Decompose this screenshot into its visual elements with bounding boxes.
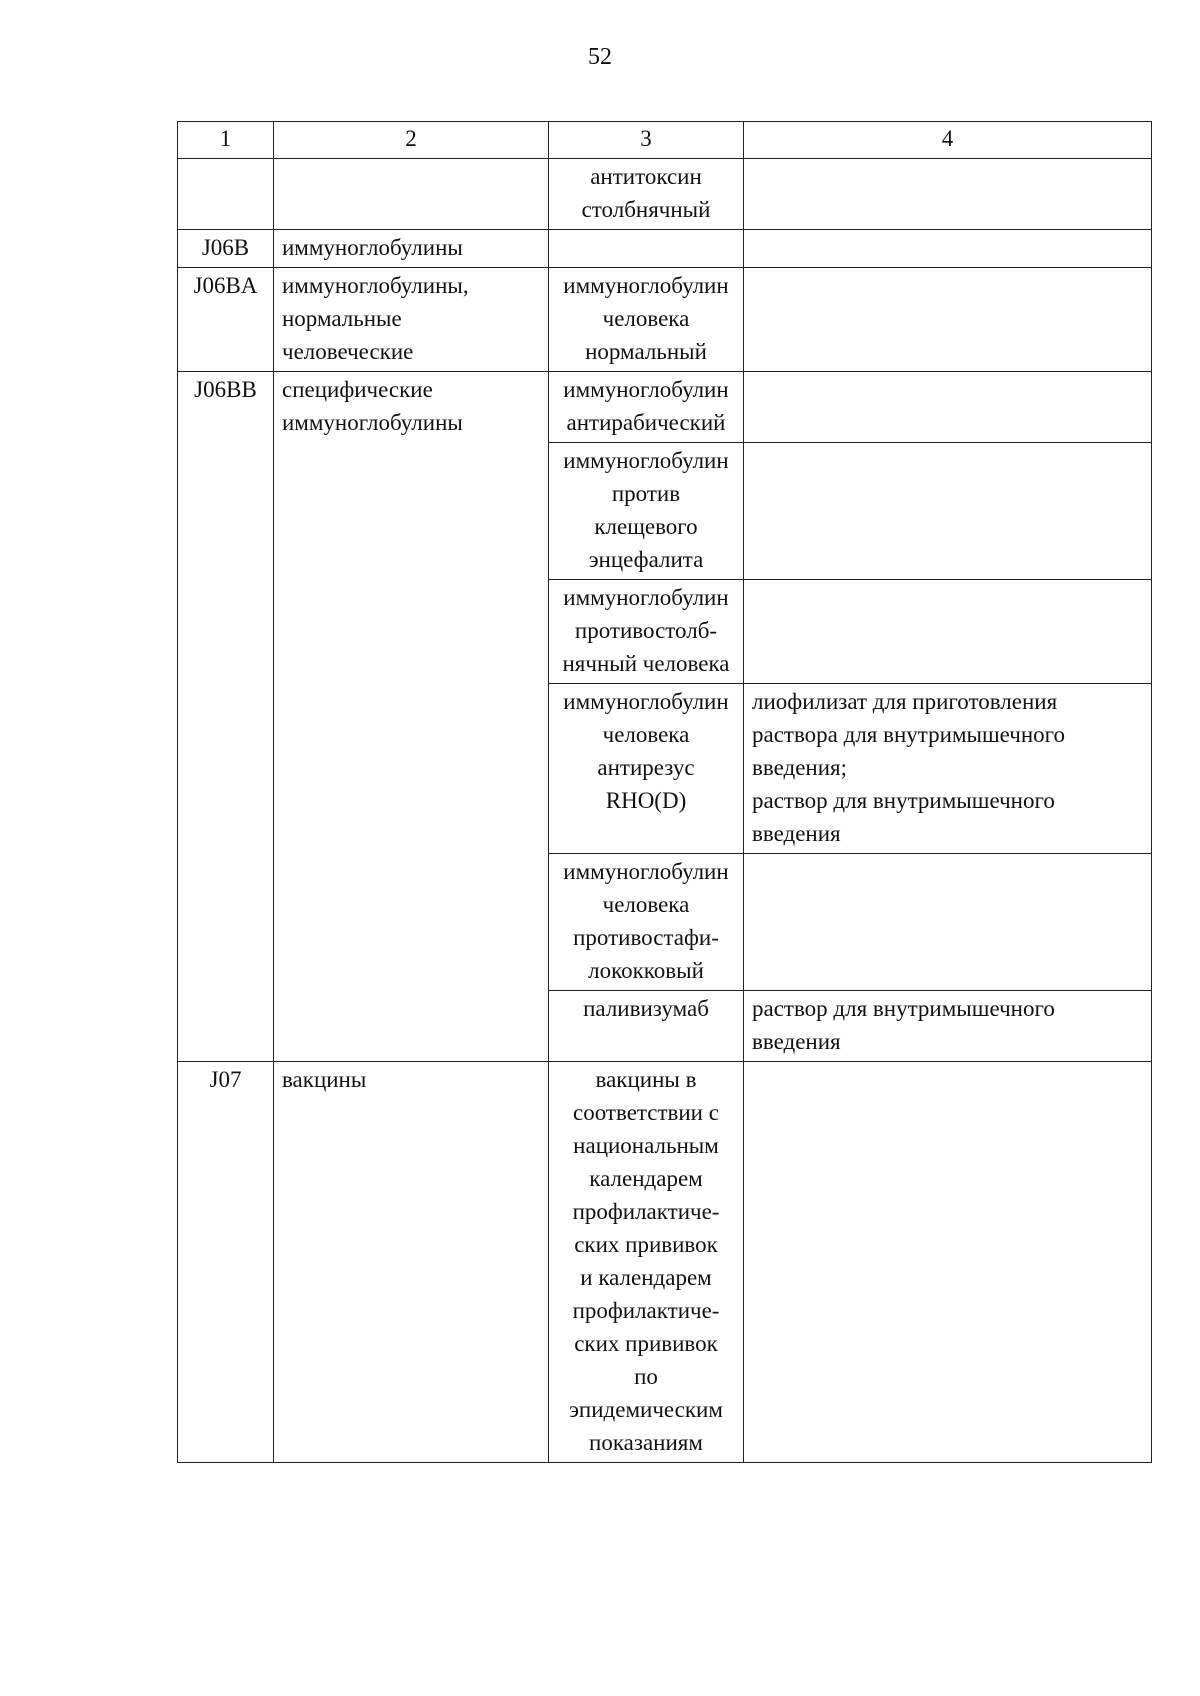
dosage-form-cell bbox=[744, 1062, 1152, 1463]
dosage-form-cell bbox=[744, 854, 1152, 991]
drug-line: противостолб- bbox=[574, 618, 718, 643]
atc-code-cell bbox=[178, 159, 274, 230]
group-name-cell bbox=[274, 372, 549, 1062]
column-header: 1 bbox=[178, 122, 274, 159]
dosage-form-line: раствора для внутримышечного bbox=[752, 722, 1066, 747]
drug-line: столбнячный bbox=[581, 197, 711, 222]
table-row bbox=[178, 1062, 1152, 1463]
drug-line: паливизумаб bbox=[583, 996, 709, 1021]
atc-code-cell: J07 bbox=[178, 1062, 274, 1463]
column-header: 4 bbox=[744, 122, 1152, 159]
drug-line: человека bbox=[602, 722, 690, 747]
drug-name-cell bbox=[549, 372, 744, 443]
table-row bbox=[178, 372, 1152, 443]
drug-name-cell bbox=[549, 991, 744, 1062]
drug-name-cell bbox=[549, 230, 744, 268]
atc-code-cell: J06B bbox=[178, 230, 274, 268]
dosage-form-line: лиофилизат для приготовления bbox=[752, 689, 1058, 714]
table-header-row bbox=[178, 122, 1152, 159]
table-row bbox=[178, 268, 1152, 372]
group-line: специфические bbox=[282, 377, 433, 402]
drug-name-cell bbox=[549, 443, 744, 580]
drug-line: национальным bbox=[573, 1133, 719, 1158]
drug-line: соответствии с bbox=[573, 1100, 719, 1125]
drug-line: иммуноглобулин bbox=[563, 859, 729, 884]
column-header: 2 bbox=[274, 122, 549, 159]
dosage-form-cell bbox=[744, 580, 1152, 684]
table-row bbox=[178, 230, 1152, 268]
group-name-cell bbox=[274, 159, 549, 230]
drug-line: противостафи- bbox=[573, 925, 719, 950]
drug-name-cell bbox=[549, 854, 744, 991]
dosage-form-cell bbox=[744, 159, 1152, 230]
group-line: иммуноглобулины bbox=[282, 410, 463, 435]
group-name-cell bbox=[274, 268, 549, 372]
drug-name-cell bbox=[549, 1062, 744, 1463]
drug-line: лококковый bbox=[588, 958, 704, 983]
group-name-cell bbox=[274, 1062, 549, 1463]
drug-table bbox=[177, 121, 1152, 1463]
dosage-form-cell bbox=[744, 230, 1152, 268]
table-row bbox=[178, 159, 1152, 230]
dosage-form-cell bbox=[744, 684, 1152, 854]
drug-line: антирабический bbox=[566, 410, 726, 435]
drug-line: календарем bbox=[589, 1166, 703, 1191]
dosage-form-cell bbox=[744, 268, 1152, 372]
drug-line: иммуноглобулин bbox=[563, 273, 729, 298]
drug-line: антитоксин bbox=[590, 164, 702, 189]
drug-line: и календарем bbox=[580, 1265, 712, 1290]
atc-code-cell: J06BA bbox=[178, 268, 274, 372]
dosage-form-line: раствор для внутримышечного bbox=[752, 788, 1055, 813]
drug-line: нормальный bbox=[585, 339, 707, 364]
drug-line: против bbox=[611, 481, 681, 506]
dosage-form-cell bbox=[744, 372, 1152, 443]
drug-line: клещевого bbox=[594, 514, 698, 539]
dosage-form-cell bbox=[744, 991, 1152, 1062]
column-header: 3 bbox=[549, 122, 744, 159]
drug-line: иммуноглобулин bbox=[563, 585, 729, 610]
group-line: иммуноглобулины bbox=[282, 235, 463, 260]
drug-name-cell bbox=[549, 159, 744, 230]
drug-line: профилактиче- bbox=[572, 1199, 720, 1224]
group-name-cell bbox=[274, 230, 549, 268]
drug-line: показаниям bbox=[589, 1430, 703, 1455]
drug-name-cell bbox=[549, 580, 744, 684]
group-line: иммуноглобулины, bbox=[282, 273, 469, 298]
drug-name-cell bbox=[549, 684, 744, 854]
drug-line: антирезус bbox=[597, 755, 695, 780]
group-line: человеческие bbox=[282, 339, 414, 364]
drug-line: иммуноглобулин bbox=[563, 448, 729, 473]
drug-line: человека bbox=[602, 892, 690, 917]
dosage-form-line: введения bbox=[752, 1029, 841, 1054]
group-line: нормальные bbox=[282, 306, 402, 331]
drug-line: по bbox=[634, 1364, 658, 1389]
drug-name-cell bbox=[549, 268, 744, 372]
dosage-form-line: введения; bbox=[752, 755, 847, 780]
drug-line: ских прививок bbox=[574, 1232, 718, 1257]
atc-code-cell: J06BB bbox=[178, 372, 274, 1062]
page-number: 52 bbox=[588, 44, 612, 70]
drug-line: вакцины в bbox=[595, 1067, 697, 1092]
drug-line: ских прививок bbox=[574, 1331, 718, 1356]
dosage-form-line: раствор для внутримышечного bbox=[752, 996, 1055, 1021]
drug-line: иммуноглобулин bbox=[563, 689, 729, 714]
drug-line: эпидемическим bbox=[569, 1397, 723, 1422]
drug-line: энцефалита bbox=[588, 547, 704, 572]
drug-line: человека bbox=[602, 306, 690, 331]
drug-line: RHO(D) bbox=[605, 788, 687, 813]
group-line: вакцины bbox=[282, 1067, 367, 1092]
dosage-form-line: введения bbox=[752, 821, 841, 846]
drug-line: нячный человека bbox=[562, 651, 730, 676]
drug-line: профилактиче- bbox=[572, 1298, 720, 1323]
dosage-form-cell bbox=[744, 443, 1152, 580]
drug-line: иммуноглобулин bbox=[563, 377, 729, 402]
